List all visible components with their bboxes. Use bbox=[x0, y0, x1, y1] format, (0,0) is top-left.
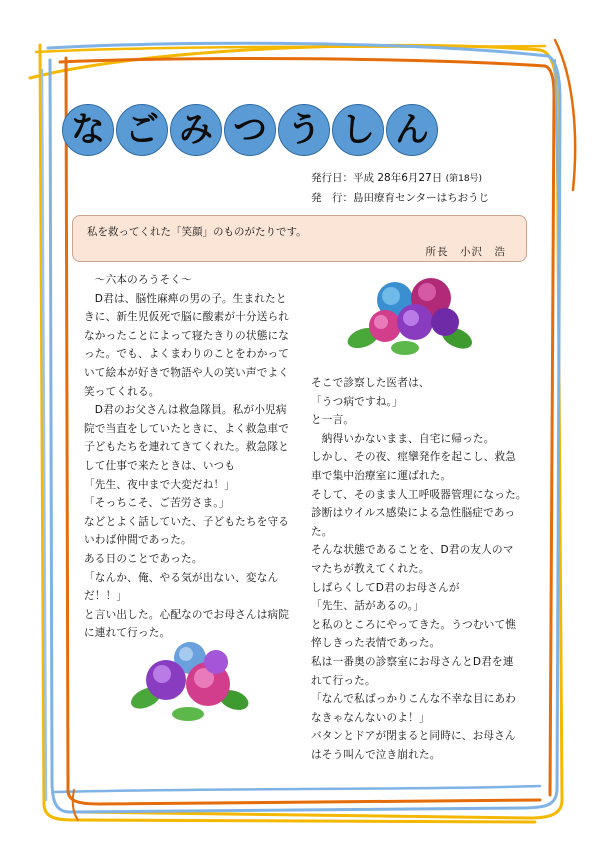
article-line: 「先生、夜中まで大変だね！」 bbox=[84, 478, 236, 491]
article-line: そんな状態であることを、D君の友人のマ bbox=[311, 544, 514, 557]
title-char-circle: ご bbox=[116, 104, 168, 156]
article-line: た。 bbox=[311, 525, 333, 538]
article-line: バタンとドアが閉まると同時に、お母さん bbox=[311, 730, 516, 743]
article-line: 納得いかないまま、自宅に帰った。 bbox=[311, 432, 495, 445]
publication-date: 発行日：平成 28年6月27日 (第18号) bbox=[311, 172, 483, 184]
article-line: いわば仲間であった。 bbox=[84, 534, 192, 547]
title-char-circle: な bbox=[62, 104, 114, 156]
title-char-circle: う bbox=[278, 104, 330, 156]
hydrangea-illustration bbox=[130, 638, 250, 723]
article-line: などとよく話していた、子どもたちを守る bbox=[84, 515, 290, 528]
article-line: と私のところにやってきた。うつむいて憔 bbox=[311, 618, 517, 631]
title-char-circle: み bbox=[170, 104, 222, 156]
issue-number: (第18号) bbox=[445, 174, 483, 184]
article-line: 悴しきった表情であった。 bbox=[311, 637, 441, 650]
article-line: と言い出した。心配なのでお母さんは病院 bbox=[84, 608, 290, 621]
intro-box bbox=[72, 215, 527, 262]
hydrangea-illustration bbox=[345, 276, 475, 356]
article-line: だ！！」 bbox=[84, 590, 128, 603]
article-line: して仕事で来たときは、いつも bbox=[84, 459, 236, 472]
article-line: そこで診察した医者は、 bbox=[311, 377, 430, 389]
article-line: ある日のことであった。 bbox=[84, 552, 203, 565]
article-line: 「うつ病ですね。」 bbox=[311, 395, 403, 408]
article-line: 笑ってくれる。 bbox=[84, 385, 160, 398]
article-line: と一言。 bbox=[311, 414, 355, 427]
article-line: マたちが教えてくれた。 bbox=[311, 562, 430, 575]
newsletter-title bbox=[62, 100, 557, 158]
article-line: 車で集中治療室に運ばれた。 bbox=[311, 469, 452, 482]
article-line: はそう叫んで泣き崩れた。 bbox=[311, 748, 441, 761]
article-line: 「そっちこそ、ご苦労さま。」 bbox=[84, 497, 230, 510]
title-char-circle: つ bbox=[224, 104, 276, 156]
article-line: 「先生、話があるの。」 bbox=[311, 600, 425, 613]
article-line: 診断はウイルス感染による急性脳症であっ bbox=[311, 507, 516, 520]
article-line: いて絵本が好きで物語や人の笑い声でよく bbox=[84, 366, 290, 379]
title-char-circle: ん bbox=[386, 104, 438, 156]
article-line: に連れて行った。 bbox=[84, 627, 171, 640]
intro-author: 所長 小沢 浩 bbox=[425, 246, 506, 258]
article-line: 子どもたちを連れてきてくれた。救急隊と bbox=[84, 441, 290, 454]
article-line: きに、新生児仮死で脳に酸素が十分送られ bbox=[84, 311, 290, 324]
publisher: 発 行：島田療育センターはちおうじ bbox=[311, 192, 490, 204]
article-right-column bbox=[311, 374, 527, 764]
article-line: そして、そのまま人工呼吸器管理になった。 bbox=[311, 488, 527, 501]
article-line: D君のお父さんは救急隊員。私が小児病 bbox=[84, 404, 287, 417]
article-line: 院で当直をしていたときに、よく救急車で bbox=[84, 422, 290, 435]
article-line: なかったことによって寝たきりの状態にな bbox=[84, 329, 290, 342]
article-line: 「なんか、俺、やる気が出ない、変なん bbox=[84, 571, 279, 584]
article-line: れて行った。 bbox=[311, 674, 376, 687]
article-line: 「なんで私ばっかりこんな不幸な目にあわ bbox=[311, 693, 517, 706]
title-char-circle: し bbox=[332, 104, 384, 156]
article-line: 私は一番奥の診察室にお母さんとD君を連 bbox=[311, 655, 514, 668]
intro-title: 私を救ってくれた「笑顔」のものがたりです。 bbox=[87, 226, 307, 238]
article-line: D君は、脳性麻痺の男の子。生まれたと bbox=[84, 292, 287, 305]
article-line: しかし、その夜、痙攣発作を起こし、救急 bbox=[311, 451, 517, 464]
article-left-column bbox=[84, 271, 289, 643]
article-line: 〜六本のろうそく〜 bbox=[84, 274, 192, 286]
article-line: なきゃなんないのよ！」 bbox=[311, 711, 430, 724]
article-line: った。でも、よくまわりのことをわかって bbox=[84, 348, 290, 361]
article-line: しばらくしてD君のお母さんが bbox=[311, 581, 460, 594]
